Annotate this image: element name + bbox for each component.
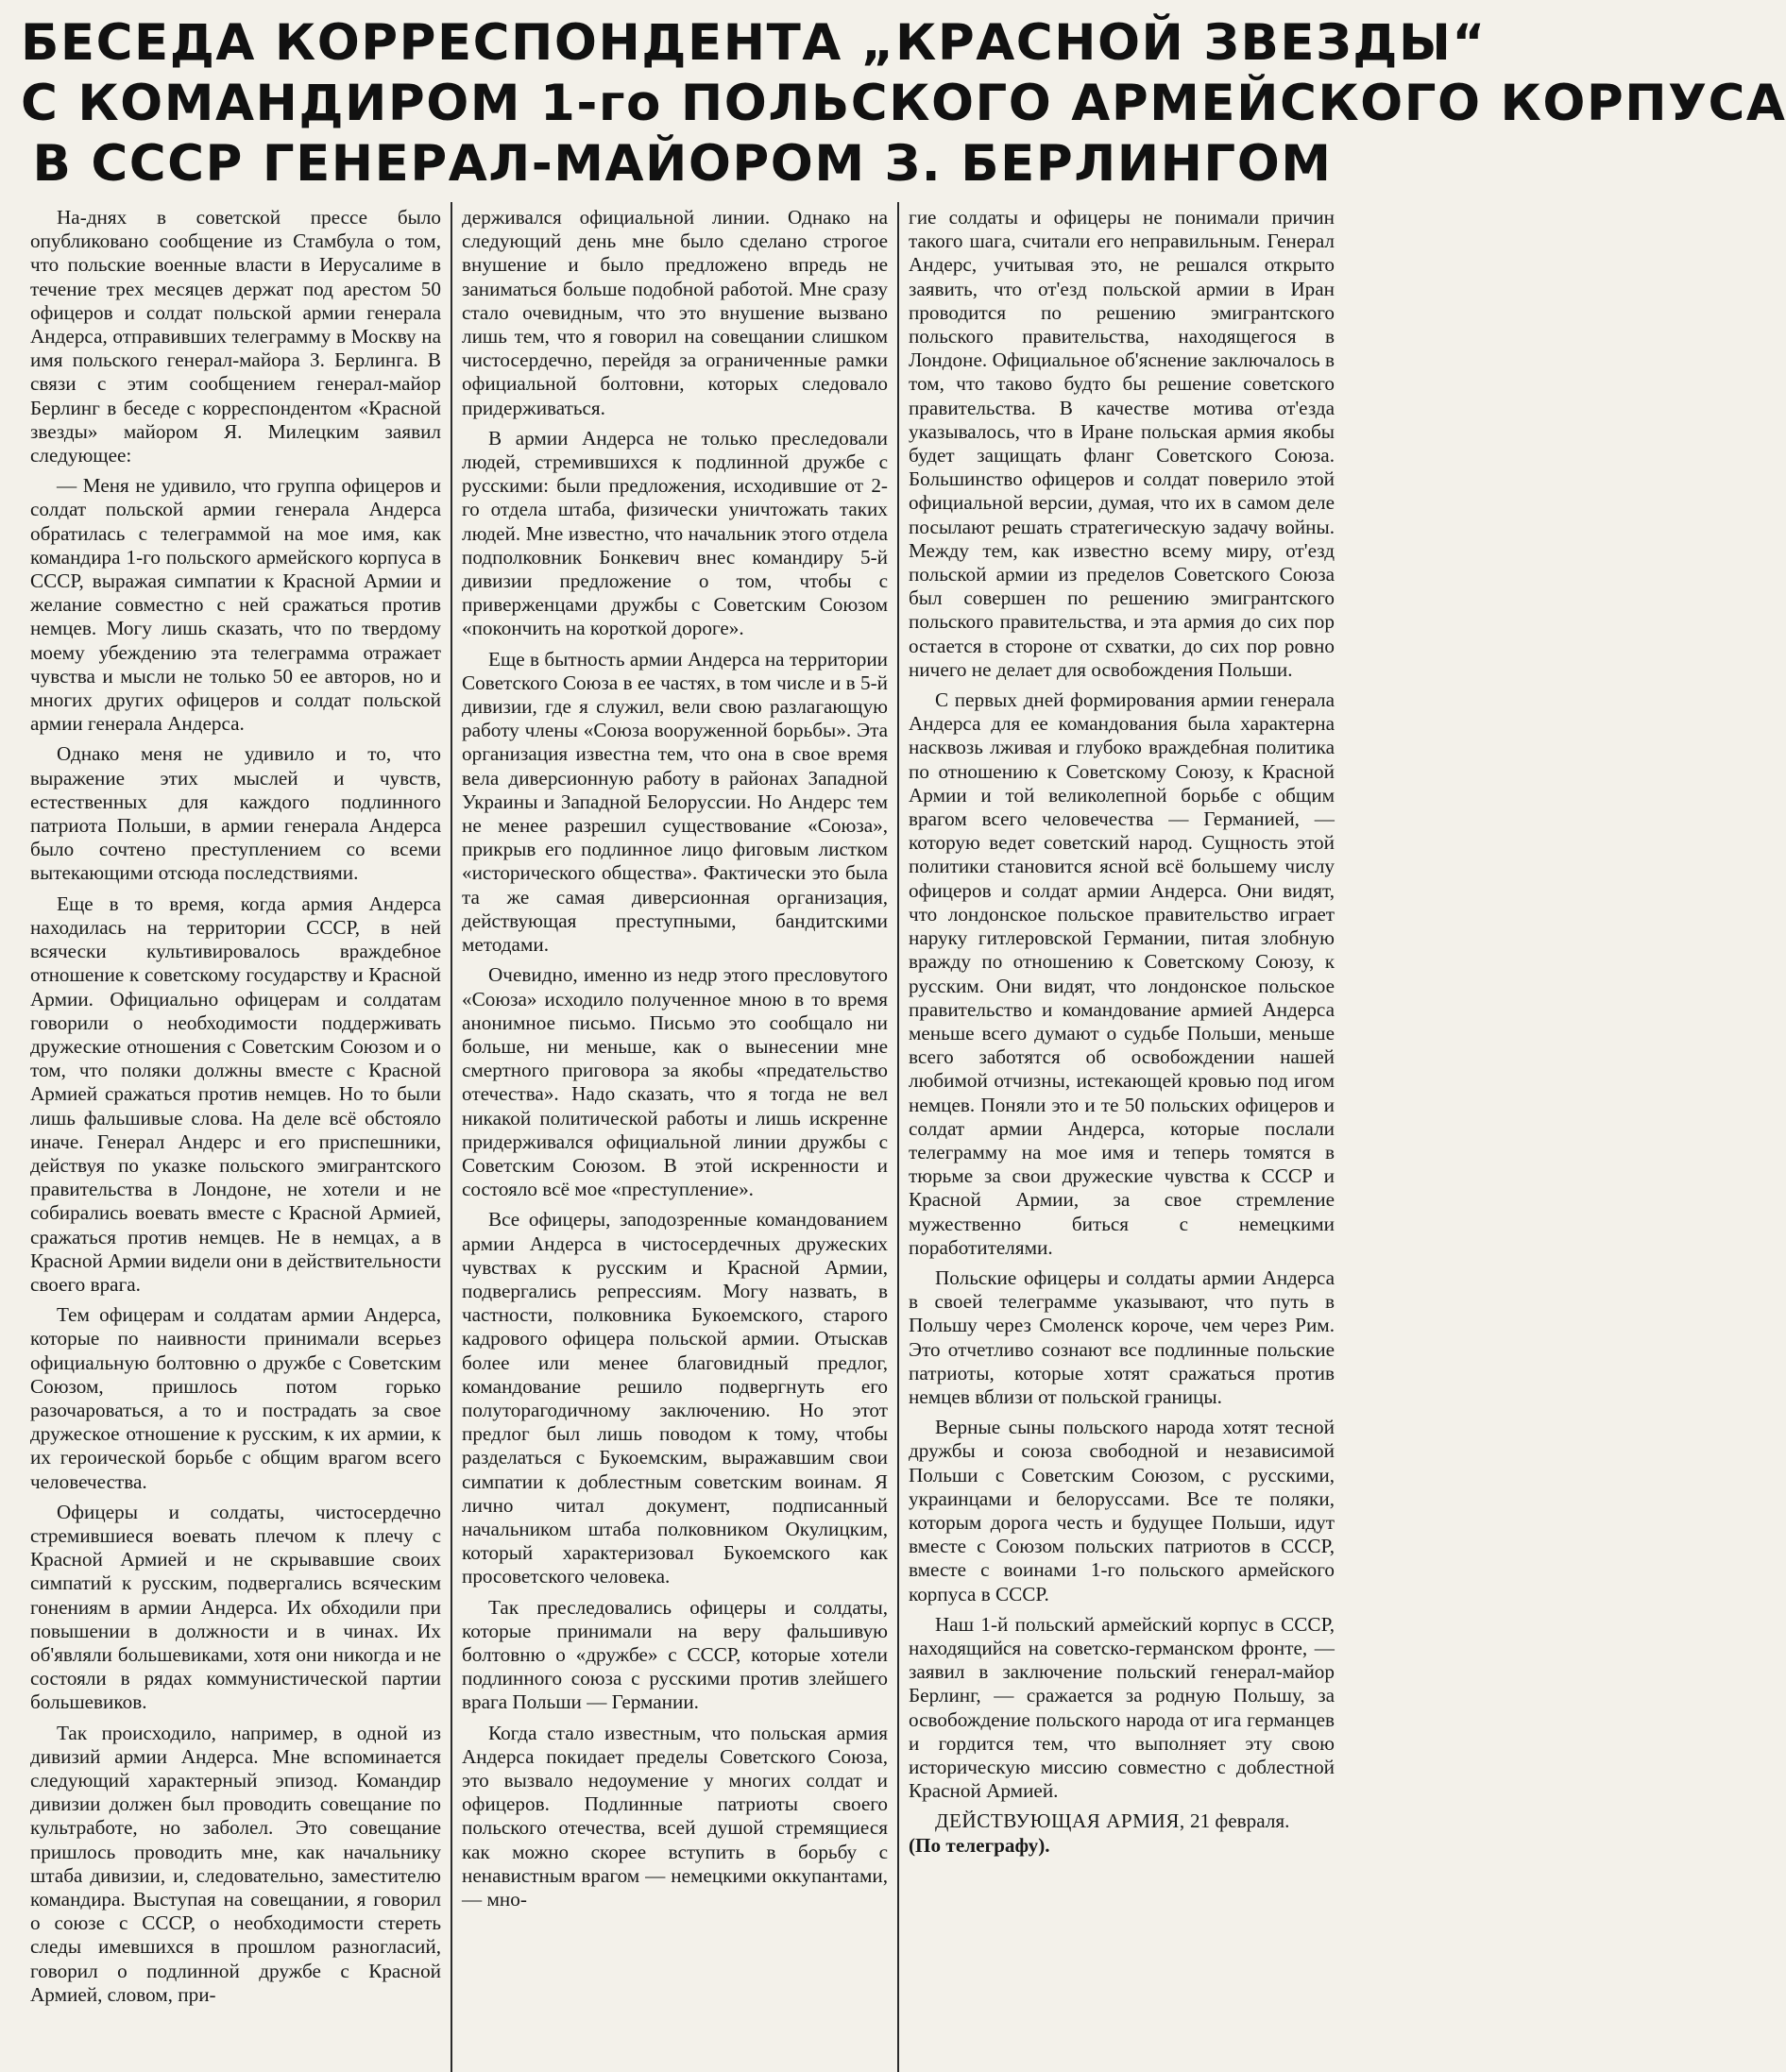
paragraph: Однако меня не удивило и то, что выражение этих мыслей и чувств, естественных для каждого подлинного патриота Польши, в армии генерала Андерса было сочтено преступлением со всеми вытекающими отсюда последствиями. bbox=[30, 742, 441, 885]
paragraph: Верные сыны польского народа хотят тесной дружбы и союза свободной и независимой Польши с Советским Союзом, с русскими, украинцами и белоруссами. Все те поляки, которым дорога честь и будущее Польши, идут вместе с Союзом польских патриотов в СССР, вместе с воинами 1-го польского армейского корпуса в СССР. bbox=[909, 1416, 1335, 1605]
dateline-date: 21 февраля. bbox=[1190, 1809, 1290, 1833]
paragraph: Еще в бытность армии Андерса на территории Советского Союза в ее частях, в том числе и в 5-й дивизии, где я служил, вели свою разлагающую работу члены «Союза вооруженной борьбы». Эта организация известна тем, что она в свое время вела диверсионную работу в районах Западной Украины и Западной Белоруссии. Но Андерс тем не менее разрешил существование «Союза», прикрыв его подлинное лицо фиговым листком «исторического общества». Фактически это была та же самая диверсионная организация, действующая преступными, бандитскими методами. bbox=[462, 647, 888, 957]
article-column-3 bbox=[897, 202, 1344, 2072]
paragraph: Польские офицеры и солдаты армии Андерса в своей телеграмме указывают, что путь в Польшу через Смоленск короче, чем через Рим. Это отчетливо сознают все подлинные польские патриоты, которые хотят сражаться против немцев вблизи от польской границы. bbox=[909, 1265, 1335, 1408]
paragraph: гие солдаты и офицеры не понимали причин такого шага, считали его неправильным. Генерал Андерс, учитывая это, не решался открыто заявить, что от'езд польской армии в Иран проводится по решению эмигрантского польского правительства, находящегося в Лондоне. Официальное об'яснение заключалось в том, что таково будто бы решение советского правительства. В качестве мотива от'езда указывалось, что в Иране польская армия якобы будет защищать фланг Советского Союза. Большинство офицеров и солдат поверило этой официальной версии, думая, что их в самом деле посылают решать стратегическую задачу войны. Между тем, как известно всему миру, от'езд польской армии из пределов Советского Союза был совершен по решению эмигрантского польского правительства, и эта армия до сих пор остается в стороне от схватки, до сих пор ровно ничего не делает для освобождения Польши. bbox=[909, 206, 1335, 681]
paragraph: Тем офицерам и солдатам армии Андерса, которые по наивности принимали всерьез официальную болтовню о дружбе с Советским Союзом, пришлось потом горько разочароваться, а то и пострадать за свое дружеское отношение к русским, к их армии, к их героической борьбе с общим врагом всего человечества. bbox=[30, 1303, 441, 1493]
article-column-2 bbox=[451, 202, 897, 2072]
paragraph: В армии Андерса не только преследовали людей, стремившихся к подлинной дружбе с русскими: были предложения, исходившие от 2-го отдела штаба, физически уничтожать таких людей. Мне известно, что начальник этого отдела подполковник Бонкевич внес командиру 5-й дивизии предложение о том, чтобы с приверженцами дружбы с Советским Союзом «покончить на короткой дороге». bbox=[462, 426, 888, 640]
paragraph: держивался официальной линии. Однако на следующий день мне было сделано строгое внушение и было предложено впредь не заниматься больше подобной работой. Мне сразу стало очевидным, что это внушение вызвано лишь тем, что я говорил на совещании слишком чистосердечно, перейдя за ограниченные рамки официальной болтовни, которых следовало придерживаться. bbox=[462, 206, 888, 419]
dateline bbox=[909, 1809, 1335, 1857]
dateline-place: ДЕЙСТВУЮЩАЯ АРМИЯ, bbox=[935, 1809, 1185, 1833]
paragraph: Все офицеры, заподозренные командованием армии Андерса в чистосердечных дружеских чувствах к русским и Красной Армии, подвергались репрессиям. Могу назвать, в частности, полковника Букоемского, старого кадрового офицера польской армии. Отыскав более или менее благовидный предлог, командование решило подвергнуть его полуторагодичному заключению. Но этот предлог был лишь поводом к тому, чтобы разделаться с Букоемским, выражавшим свои симпатии к доблестным советским воинам. Я лично читал документ, подписанный начальником штаба полковником Окулицким, который характеризовал Букоемского как просоветского человека. bbox=[462, 1208, 888, 1588]
paragraph: Когда стало известным, что польская армия Андерса покидает пределы Советского Союза, это вызвало недоумение у многих солдат и офицеров. Подлинные патриоты своего польского отечества, всей душой стремящиеся как можно скорее вступить в борьбу с ненавистным врагом — немецкими оккупантами, — мно- bbox=[462, 1721, 888, 1911]
headline bbox=[21, 13, 1786, 195]
paragraph: — Меня не удивило, что группа офицеров и солдат польской армии генерала Андерса обратилась с телеграммой на мое имя, как командира 1-го польского армейского корпуса в СССР, выражая симпатии к Красной Армии и желание совместно с ней сражаться против немцев. Могу лишь сказать, что по твердому моему убеждению эта телеграмма отражает чувства и мысли не только 50 ее авторов, но и многих других офицеров и солдат польской армии генерала Андерса. bbox=[30, 474, 441, 736]
headline-line-2: С КОМАНДИРОМ 1-го ПОЛЬСКОГО АРМЕЙСКОГО КОРПУСА bbox=[21, 75, 1786, 132]
paragraph: Офицеры и солдаты, чистосердечно стремившиеся воевать плечом к плечу с Красной Армией и не скрывавшие своих симпатий к русским, подвергались всяческим гонениям в армии Андерса. Их обходили при повышении в должности и в чинах. Их об'являли большевиками, хотя они никогда и не состояли в рядах коммунистической партии большевиков. bbox=[30, 1500, 441, 1714]
headline-line-3: В СССР ГЕНЕРАЛ-МАЙОРОМ З. БЕРЛИНГОМ bbox=[32, 135, 1333, 193]
paragraph: На-днях в советской прессе было опубликовано сообщение из Стамбула о том, что польские военные власти в Иерусалиме в течение трех месяцев держат под арестом 50 офицеров и солдат польской армии генерала Андерса, отправивших телеграмму в Москву на имя польского генерал-майора З. Берлинга. В связи с этим сообщением генерал-майор Берлинг в беседе с корреспондентом «Красной звезды» майором Я. Милецким заявил следующее: bbox=[30, 206, 441, 467]
headline-line-1: БЕСЕДА КОРРЕСПОНДЕНТА „КРАСНОЙ ЗВЕЗДЫ“ bbox=[21, 14, 1487, 72]
paragraph: Наш 1-й польский армейский корпус в СССР, находящийся на советско-германском фронте, — заявил в заключение польский генерал-майор Берлинг, — сражается за родную Польшу, за освобождение польского народа от ига германцев и гордится тем, что выполняет эту свою историческую миссию совместно с доблестной Красной Армией. bbox=[909, 1612, 1335, 1803]
paragraph: Так преследовались офицеры и солдаты, которые принимали на веру фальшивую болтовню о «дружбе» с СССР, которые хотели подлинного союза с русскими против злейшего врага Польши — Германии. bbox=[462, 1595, 888, 1714]
dateline-note: (По телеграфу). bbox=[909, 1833, 1050, 1857]
paragraph: Так происходило, например, в одной из дивизий армии Андерса. Мне вспоминается следующий характерный эпизод. Командир дивизии должен был проводить совещание по культработе, но заболел. Это совещание пришлось проводить мне, как начальнику штаба дивизии, и, следовательно, заместителю командира. Выступая на совещании, я говорил о союзе с СССР, о необходимости стереть следы имевшихся в прошлом разногласий, говорил о подлинной дружбе с Красной Армией, словом, при- bbox=[30, 1721, 441, 2006]
article-columns bbox=[21, 202, 1344, 2072]
paragraph: С первых дней формирования армии генерала Андерса для ее командования была характерна насквозь лживая и глубоко враждебная политика по отношению к Советскому Союзу, к Красной Армии и той великолепной борьбе с общим врагом всего человечества — Германией, — которую ведет советский народ. Сущность этой политики становится ясной всё большему числу офицеров и солдат армии Андерса. Они видят, что лондонское польское правительство играет наруку гитлеровской Германии, питая злобную вражду по отношению к Советскому Союзу, к русским. Они видят, что лондонское польское правительство и командование армией Андерса меньше всего думают о судьбе Польши, меньше всего заботятся об освобождении нашей любимой отчизны, истекающей кровью под игом немцев. Поняли это и те 50 польских офицеров и солдат армии Андерса, которые послали телеграмму на мое имя и теперь томятся в тюрьме за свои дружеские чувства к СССР и Красной Армии, за свое стремление мужественно биться с немецкими поработителями. bbox=[909, 688, 1335, 1259]
article-column-1 bbox=[21, 202, 451, 2072]
paragraph: Очевидно, именно из недр этого пресловутого «Союза» исходило полученное мною в то время анонимное письмо. Письмо это сообщало ни больше, ни меньше, как о вынесении мне смертного приговора за якобы «предательство отечества». Надо сказать, что я тогда не вел никакой политической работы и лишь искренне придерживался официальной линии дружбы с Советским Союзом. В этой искренности и состояло всё мое «преступление». bbox=[462, 963, 888, 1201]
paragraph: Еще в то время, когда армия Андерса находилась на территории СССР, в ней всячески культивировалось враждебное отношение к советскому государству и Красной Армии. Официально офицерам и солдатам говорили о необходимости поддерживать дружеские отношения с Советским Союзом и о том, что поляки должны вместе с Красной Армией сражаться против немцев. Но то были лишь фальшивые слова. На деле всё обстояло иначе. Генерал Андерс и его приспешники, действуя по указке польского эмигрантского правительства в Лондоне, не хотели и не собирались воевать вместе с Красной Армией, сражаться против немцев. Не в немцах, а в Красной Армии видели они в действительности своего врага. bbox=[30, 892, 441, 1296]
